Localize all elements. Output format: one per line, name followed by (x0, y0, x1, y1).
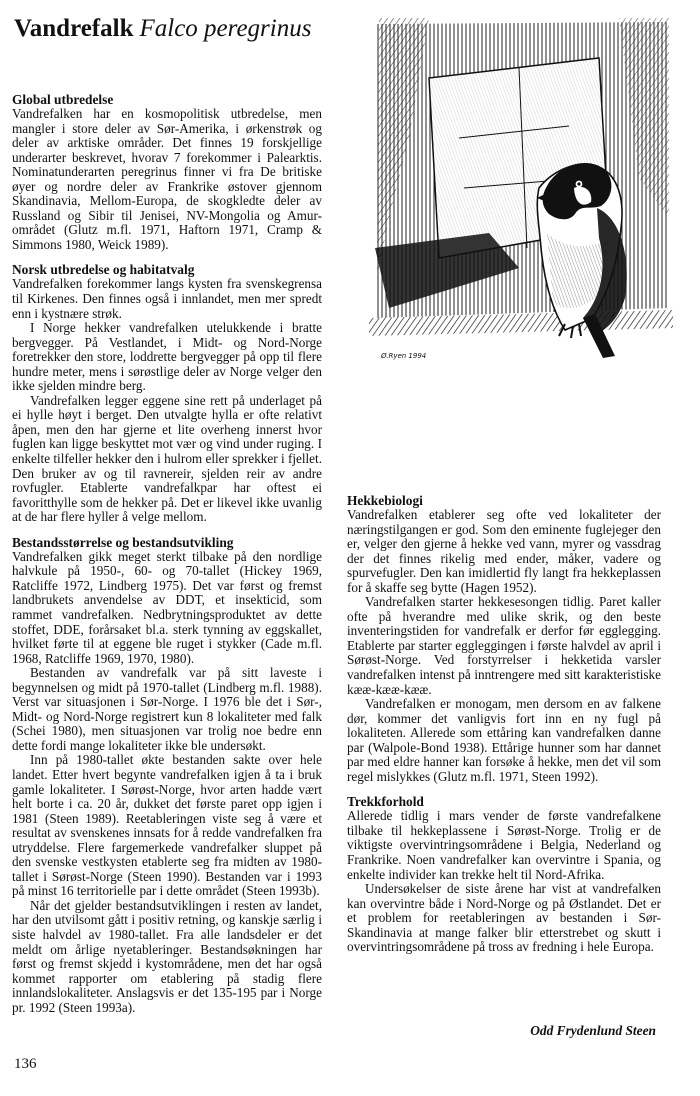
population-p4: Når det gjelder bestandsutviklingen i resten av landet, har den utvilsomt gått i positiv retning, og kanskje særlig i siste halvdel av 1980-tallet. Fra alle landsdeler er det meldt om årlige nyetableringer. Bestandsøkningen har først og fremst skjedd i kystområdene, men det har også kommet rapporter om etablering på stadig flere innlandslokaliteter. Anslagsvis er det 135-195 par i Norge pr. 1992 (Steen 1993a). (12, 897, 322, 1015)
page-number: 136 (14, 1056, 37, 1072)
norwegian-distribution-p2: I Norge hekker vandrefalken utelukkende i bratte bergvegger. På Vestlandet, i Midt- og Nord-Norge foretrekker den store, loddrette bergvegger på opp til flere hundre meter, mens i sørøstlige deler av Norge velger den ikke sjelden mindre berg. (12, 320, 322, 394)
heading-population: Bestandsstørrelse og bestandsutvikling (12, 534, 234, 550)
population-p3: Inn på 1980-tallet økte bestanden sakte over hele landet. Etter hvert begynte vandrefalken igjen å ta i bruk gamle lokaliteter. I Sørøst-Norge, hvor arten hadde vært helt borte i ca. 20 år, dukket det første paret opp igjen i 1981 (Steen 1989). Reetableringen viste seg å være et resultat av svenskenes innsats for å redde vandrefalken fra utryddelse. Flere fargemerkede vandrefalker sluppet på den svenske vestkysten etablerte seg fra midten av 1980-tallet i Sørøst-Norge (Steen 1990). Bestanden var i 1993 på minst 16 territorielle par i dette området (Steen 1993b). (12, 752, 322, 899)
species-scientific-name: Falco peregrinus (139, 15, 312, 42)
population-p1: Vandrefalken gikk meget sterkt tilbake på den nordlige halvkule på 1950-, 60- og 70-tallet (Hickey 1969, Ratcliffe 1972, Lindberg 1975). Det var først og fremst landbrukets anvendelse av DDT, et insekticid, som rammet vandrefalken. Nedbrytningsproduktet av dette stoffet, DDE, forårsaket bl.a. sterk tynning av eggskallet, hvilket førte til at eggene ble ruget i stykker (Cade m.fl. 1968, Ratcliffe 1969, 1970, 1980). (12, 548, 322, 666)
migration-p2: Undersøkelser de siste årene har vist at vandrefalken kan overvintre både i Nord-Norge og på Østlandet. Det er et problem for reetableringen av bestanden i Sør-Skandinavia at mange falker blir etterstrebet og skutt i overvintringsområdene på tross av fredning i hele Europa. (347, 881, 661, 955)
migration-p1: Allerede tidlig i mars vender de første vandrefalkene tilbake til hekkeplassene i Sørøst-Norge. Trolig er de viktigste overvintringsområdene i Belgia, Nederland og Frankrike. Noen vandrefalker kan overvintre i Spania, og enkelte individer kan trekke helt til Nord-Afrika. (347, 808, 661, 882)
norwegian-distribution-p3: Vandrefalken legger eggene sine rett på underlaget på ei hylle høyt i berget. Den utvalgte hylla er ofte relativt åpen, men den har gjerne et lite overheng innerst hvor fuglen kan ligge beskyttet mot vær og vind under ruging. I enkelte tilfeller hekker den i hulrom eller sprekker i fjellet. Den bruker av og til ravnereir, sjelden reir av andre rovfugler. Etablerte vandrefalkpar har oftest ei favoritthylle som de hekker på. Det er likevel ikke uvanlig at de har flere hyller å velge mellom. (12, 392, 322, 525)
left-column (12, 92, 322, 1015)
artist-signature: Ø.Ryen 1994 (381, 352, 427, 360)
falcon-drawing (369, 18, 673, 374)
breeding-biology-p2: Vandrefalken starter hekkesesongen tidlig. Paret kaller ofte på hverandre med ulike skrik, og den beste inventeringstiden for vandrefalk er derfor før egglegging. Etablerte par starter eggleggingen i første halvdel av april i Sørøst-Norge. Ved forstyrrelser i hekketida varsler vandrefalken intenst på inntrengere med sitt karakteristiske kææ-kææ-kææ. (347, 594, 661, 697)
article-title (14, 14, 374, 44)
right-column (347, 385, 661, 955)
heading-migration: Trekkforhold (347, 794, 424, 810)
species-common-name: Vandrefalk (14, 15, 134, 42)
population-p2: Bestanden av vandrefalk var på sitt laveste i begynnelsen og midt på 1970-tallet (Lindberg m.fl. 1988). Verst var situasjonen i Sør-Norge. I 1976 ble det i Sør-, Midt- og Nord-Norge registrert kun 8 lokaliteter med falk (Schei 1980), men situasjonen var trolig noe bedre enn dette fordi mange lokaliteter ikke ble undersøkt. (12, 665, 322, 753)
heading-breeding-biology: Hekkebiologi (347, 493, 423, 508)
global-distribution-text: Vandrefalken har en kosmopolitisk utbredelse, men mangler i store deler av Sør-Amerika, i ørkenstrøk og deler av arktiske områder. Det finnes 19 forskjellige underarter beskrevet, hvorav 7 forekommer i Palearktis. Nominatunderarten peregrinus finner vi fra De britiske øyer og nordre deler av Frankrike østover gjennom Skandinavia, Mellom-Europa, de skogkledte deler av Russland og Sibir til Jenisei, NV-Mongolia og Amur-området (Glutz m.fl. 1971, Haftorn 1971, Cramp & Simmons 1980, Weick 1989). (12, 106, 322, 252)
heading-global-distribution: Global utbredelse (12, 92, 114, 107)
breeding-biology-p3: Vandrefalken er monogam, men dersom en av falkene dør, kommer det vanligvis fort inn en ny fugl på lokaliteten. Allerede som ettåring kan vandrefalken danne par (Walpole-Bond 1938). Ettårige hunner som har dannet par med eldre hanner kan forsøke å hekke, men det vil som regel mislykkes (Glutz m.fl. 1971, Steen 1992). (347, 696, 661, 784)
breeding-biology-p1: Vandrefalken etablerer seg ofte ved lokaliteter der næringstilgangen er god. Som den eminente fuglejeger den er, velger den gjerne å hekke ved vann, myrer og vassdrag der det finnes rikelig med ender, måker, vadere og spurvefugler. Den kan imidlertid fly langt fra hekkeplassen for å skaffe seg bytte (Hagen 1952). (347, 507, 661, 595)
peregrine-falcon-illustration (369, 18, 673, 374)
author-signature: Odd Frydenlund Steen (530, 1023, 656, 1038)
heading-norwegian-distribution: Norsk utbredelse og habitatvalg (12, 262, 195, 278)
norwegian-distribution-p1: Vandrefalken forekommer langs kysten fra svenskegrensa til Kirkenes. Den finnes også i innlandet, men mer spredt enn i kystnære strøk. (12, 276, 322, 321)
